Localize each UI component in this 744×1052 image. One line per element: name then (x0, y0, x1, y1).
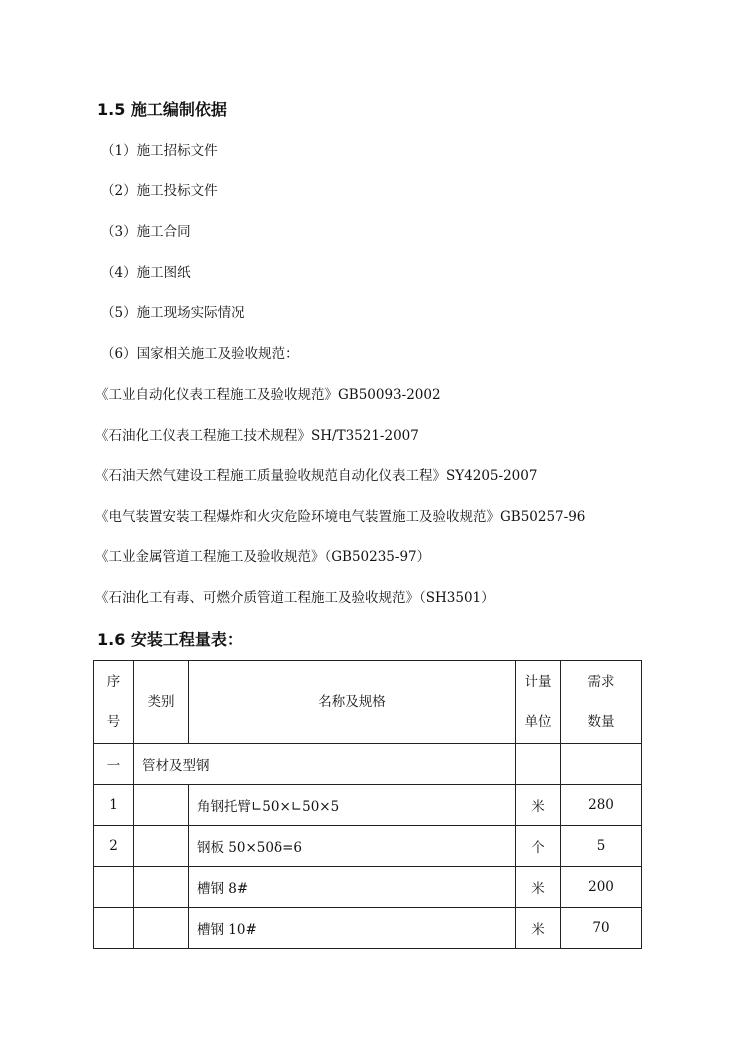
cell-unit: 米 (516, 867, 561, 908)
header-no: 序 号 (94, 661, 134, 744)
cell-category (134, 908, 189, 949)
standard-item: 《工业金属管道工程施工及验收规范》（GB50235-97） (95, 549, 431, 565)
cell-unit: 米 (516, 785, 561, 826)
cell-qty: 200 (561, 867, 642, 908)
standard-item: 《石油化工仪表工程施工技术规程》SH/T3521-2007 (95, 428, 419, 444)
cell-no: 1 (94, 785, 134, 826)
cell-category (134, 826, 189, 867)
standard-item: 《电气装置安装工程爆炸和火灾危险环境电气装置施工及验收规范》GB50257-96 (95, 509, 586, 525)
cell-group-name: 管材及型钢 (134, 744, 516, 785)
table-group-row (94, 744, 642, 785)
basis-item: （5）施工现场实际情况 (101, 305, 245, 321)
cell-qty (561, 744, 642, 785)
section-heading: 1.6 安装工程量表： (97, 630, 243, 649)
basis-item: （2）施工投标文件 (101, 183, 218, 199)
table-row (94, 867, 642, 908)
section-heading: 1.5 施工编制依据 (97, 100, 227, 119)
basis-item: （4）施工图纸 (101, 265, 191, 281)
cell-no (94, 867, 134, 908)
cell-no (94, 908, 134, 949)
cell-unit: 米 (516, 908, 561, 949)
header-name: 名称及规格 (189, 661, 516, 744)
quantity-table (93, 660, 642, 949)
cell-qty: 70 (561, 908, 642, 949)
cell-name: 槽钢 8# (189, 867, 516, 908)
cell-qty: 5 (561, 826, 642, 867)
cell-name: 角钢托臂∟50×∟50×5 (189, 785, 516, 826)
cell-unit (516, 744, 561, 785)
standard-item: 《石油天然气建设工程施工质量验收规范自动化仪表工程》SY4205-2007 (95, 468, 538, 484)
cell-name: 钢板 50×50δ=6 (189, 826, 516, 867)
standard-item: 《石油化工有毒、可燃介质管道工程施工及验收规范》（SH3501） (95, 590, 495, 606)
cell-qty: 280 (561, 785, 642, 826)
cell-no: 一 (94, 744, 134, 785)
standard-item: 《工业自动化仪表工程施工及验收规范》GB50093-2002 (95, 387, 441, 403)
header-unit: 计量 单位 (516, 661, 561, 744)
cell-category (134, 785, 189, 826)
basis-item: （6）国家相关施工及验收规范： (101, 346, 299, 362)
cell-unit: 个 (516, 826, 561, 867)
table-row (94, 908, 642, 949)
cell-no: 2 (94, 826, 134, 867)
header-category: 类别 (134, 661, 189, 744)
basis-item: （3）施工合同 (101, 224, 191, 240)
header-qty: 需求 数量 (561, 661, 642, 744)
table-header-row (94, 661, 642, 744)
basis-item: （1）施工招标文件 (101, 143, 218, 159)
table-row (94, 826, 642, 867)
cell-name: 槽钢 10# (189, 908, 516, 949)
cell-category (134, 867, 189, 908)
table-row (94, 785, 642, 826)
